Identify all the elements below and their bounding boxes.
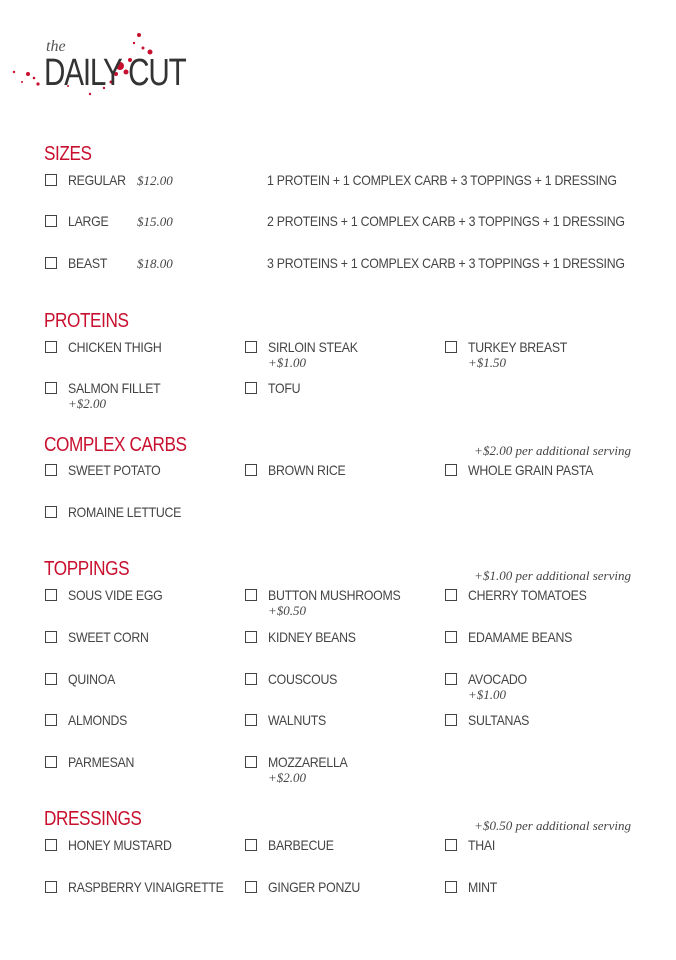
dressings-note: +$0.50 per additional serving [474, 818, 631, 833]
logo-the: the [46, 38, 66, 55]
option-label: SALMON FILLET [68, 380, 161, 396]
sizes-heading: SIZES [44, 143, 92, 165]
option-label: SIRLOIN STEAK [268, 339, 358, 355]
checkbox[interactable] [245, 673, 257, 685]
checkbox[interactable] [245, 382, 257, 394]
checkbox[interactable] [445, 673, 457, 685]
checkbox[interactable] [45, 881, 57, 893]
checkbox[interactable] [445, 714, 457, 726]
option-label: GINGER PONZU [268, 879, 360, 895]
toppings-note: +$1.00 per additional serving [474, 568, 631, 583]
option-extra-price: +$1.50 [468, 355, 507, 370]
checkbox[interactable] [45, 589, 57, 601]
option-label: BROWN RICE [268, 462, 346, 478]
logo-daily-cut: DAILY CUT [44, 52, 186, 94]
option-label: SULTANAS [468, 712, 530, 728]
option-label: COUSCOUS [268, 671, 338, 687]
size-price: $12.00 [137, 173, 173, 188]
checkbox[interactable] [45, 174, 57, 186]
checkbox[interactable] [245, 839, 257, 851]
checkbox[interactable] [45, 756, 57, 768]
option-label: WALNUTS [268, 712, 326, 728]
checkbox[interactable] [245, 464, 257, 476]
option-label: QUINOA [68, 671, 116, 687]
checkbox[interactable] [45, 506, 57, 518]
checkbox[interactable] [45, 341, 57, 353]
checkbox[interactable] [245, 341, 257, 353]
option-label: KIDNEY BEANS [268, 629, 356, 645]
dressings-heading: DRESSINGS [44, 808, 142, 830]
carbs-note: +$2.00 per additional serving [474, 443, 631, 458]
option-label: WHOLE GRAIN PASTA [468, 462, 594, 478]
checkbox[interactable] [45, 714, 57, 726]
checkbox[interactable] [445, 631, 457, 643]
option-label: AVOCADO [468, 671, 527, 687]
checkbox[interactable] [45, 382, 57, 394]
option-extra-price: +$1.00 [468, 687, 507, 702]
size-price: $18.00 [137, 256, 173, 271]
checkbox[interactable] [45, 215, 57, 227]
checkbox[interactable] [45, 839, 57, 851]
option-label: MINT [468, 879, 498, 895]
option-label: PARMESAN [68, 754, 135, 770]
checkbox[interactable] [445, 589, 457, 601]
size-label: BEAST [68, 255, 108, 271]
checkbox[interactable] [45, 257, 57, 269]
option-label: HONEY MUSTARD [68, 837, 172, 853]
logo [8, 30, 198, 105]
checkbox[interactable] [45, 673, 57, 685]
option-label: THAI [468, 837, 496, 853]
option-label: MOZZARELLA [268, 754, 348, 770]
option-label: CHICKEN THIGH [68, 339, 162, 355]
checkbox[interactable] [245, 589, 257, 601]
checkbox[interactable] [445, 839, 457, 851]
size-description: 3 PROTEINS + 1 COMPLEX CARB + 3 TOPPINGS + 1 DRESSING [267, 255, 625, 271]
option-label: BUTTON MUSHROOMS [268, 587, 401, 603]
checkbox[interactable] [245, 714, 257, 726]
checkbox[interactable] [445, 881, 457, 893]
option-label: RASPBERRY VINAIGRETTE [68, 879, 224, 895]
option-label: TOFU [268, 380, 301, 396]
size-label: REGULAR [68, 172, 126, 188]
carbs-heading: COMPLEX CARBS [44, 434, 187, 456]
option-extra-price: +$1.00 [268, 355, 307, 370]
checkbox[interactable] [245, 631, 257, 643]
option-extra-price: +$2.00 [268, 770, 307, 785]
size-label: LARGE [68, 213, 109, 229]
checkbox[interactable] [245, 881, 257, 893]
option-label: ROMAINE LETTUCE [68, 504, 182, 520]
option-label: CHERRY TOMATOES [468, 587, 587, 603]
option-label: SOUS VIDE EGG [68, 587, 163, 603]
size-price: $15.00 [137, 214, 173, 229]
proteins-heading: PROTEINS [44, 310, 129, 332]
checkbox[interactable] [445, 464, 457, 476]
option-extra-price: +$2.00 [68, 396, 107, 411]
checkbox[interactable] [45, 464, 57, 476]
option-label: SWEET CORN [68, 629, 149, 645]
option-label: TURKEY BREAST [468, 339, 568, 355]
option-label: ALMONDS [68, 712, 128, 728]
size-description: 2 PROTEINS + 1 COMPLEX CARB + 3 TOPPINGS + 1 DRESSING [267, 213, 625, 229]
toppings-heading: TOPPINGS [44, 558, 130, 580]
size-description: 1 PROTEIN + 1 COMPLEX CARB + 3 TOPPINGS + 1 DRESSING [267, 172, 617, 188]
checkbox[interactable] [45, 631, 57, 643]
option-label: BARBECUE [268, 837, 334, 853]
option-extra-price: +$0.50 [268, 603, 307, 618]
checkbox[interactable] [245, 756, 257, 768]
checkbox[interactable] [445, 341, 457, 353]
option-label: EDAMAME BEANS [468, 629, 573, 645]
option-label: SWEET POTATO [68, 462, 161, 478]
